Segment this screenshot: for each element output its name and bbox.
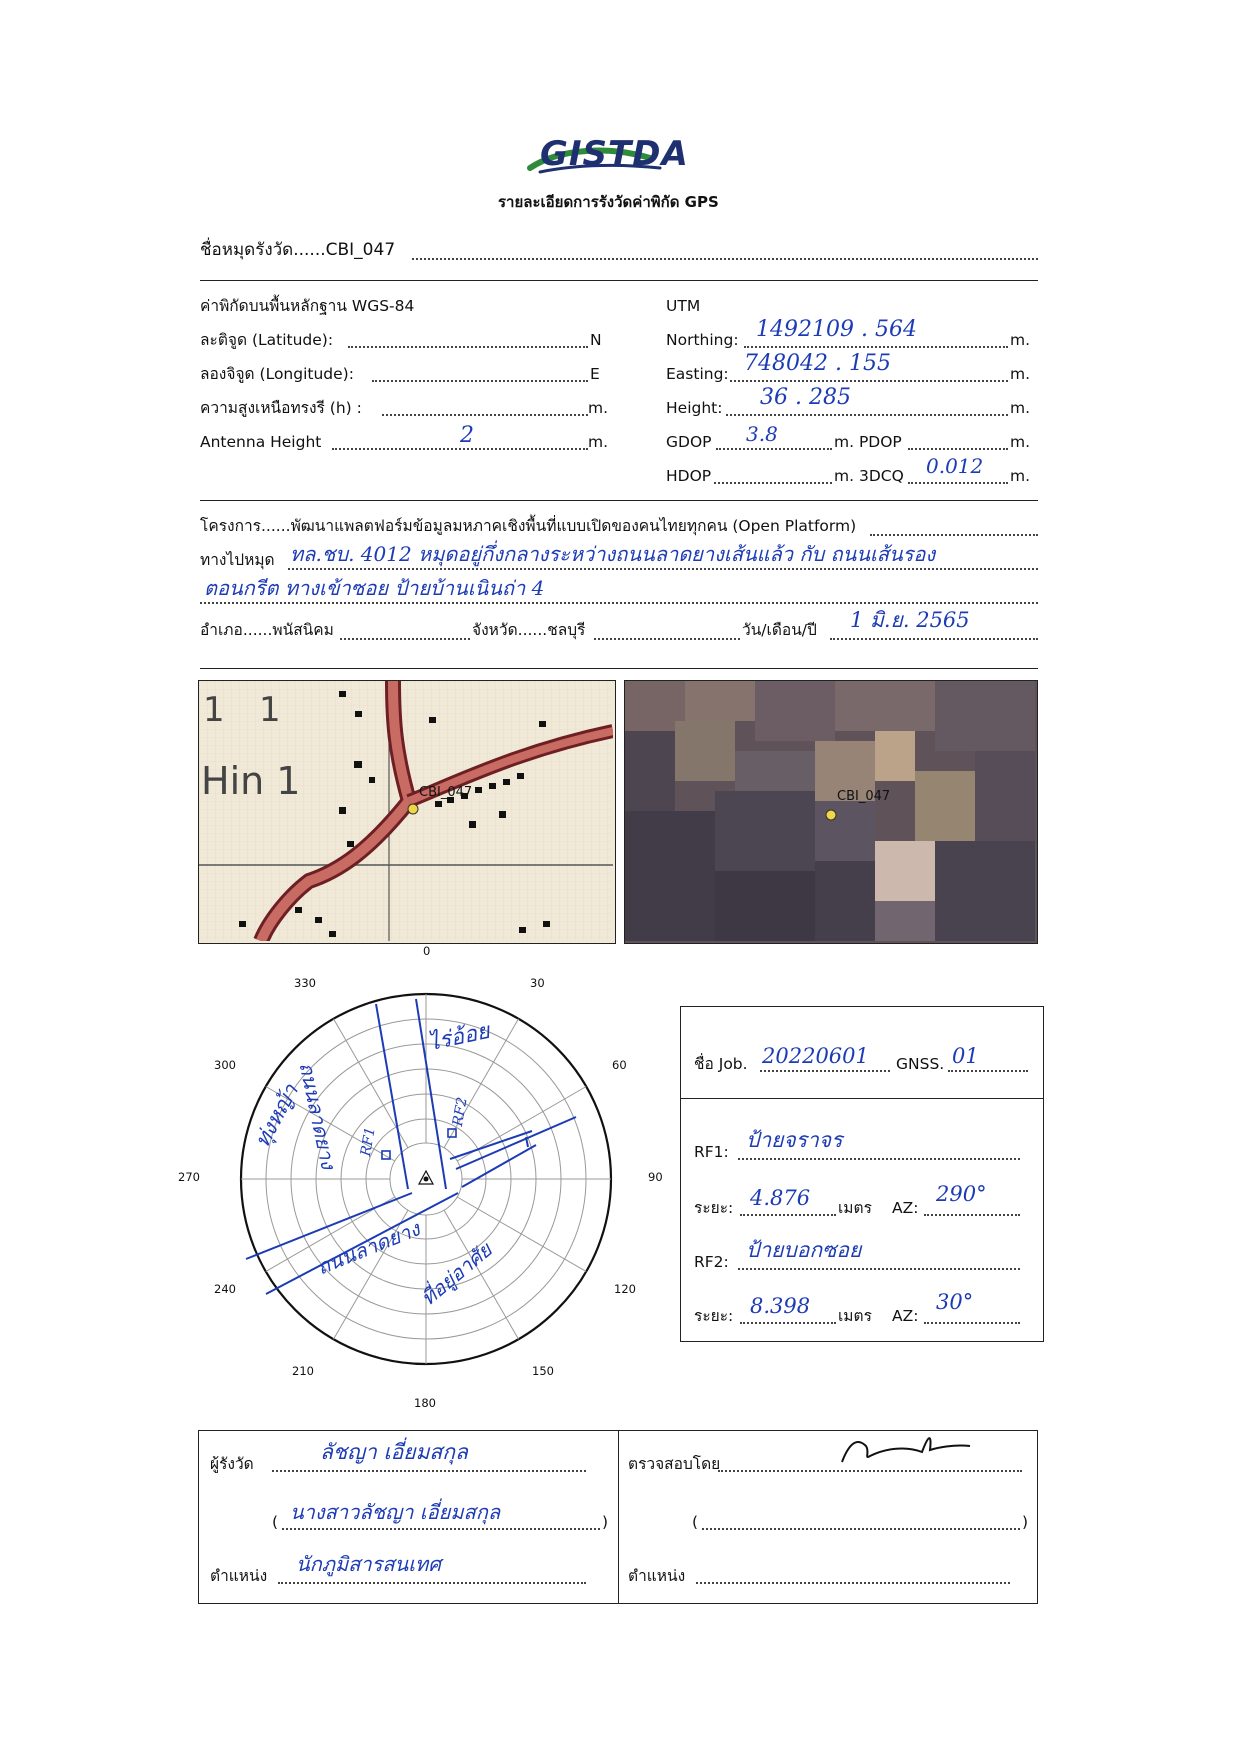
dist2-value: 8.398 [750,1294,811,1318]
deg-300: 300 [214,1058,236,1072]
deg-120: 120 [614,1282,636,1296]
lon-label: ลองจิจูด (Longitude): [200,365,354,383]
deg-270: 270 [178,1170,200,1184]
project-label: โครงการ......พัฒนาแพลตฟอร์มข้อมูลมหภาคเชิงพื้นที่แบบเปิดของคนไทยทุกคน (Open Platform) [200,517,857,535]
northing-value: 1492109 . 564 [756,317,917,342]
gdop-value: 3.8 [746,422,778,446]
project-value: พัฒนาแพลตฟอร์มข้อมูลมหภาคเชิงพื้นที่แบบเปิดของคนไทยทุกคน (Open Platform) [290,517,857,535]
station-value: CBI_047 [325,240,396,260]
date-label: วัน/เดือน/ปี [742,621,817,639]
skyplot-north-road: ถนนลาดยาง [294,1060,341,1172]
wgs84-heading: ค่าพิกัดบนพื้นหลักฐาน WGS-84 [200,297,415,315]
job-box-divider [680,1098,1044,1099]
surveyor-position: นักภูมิสารสนเทศ [296,1552,441,1576]
satellite-graphic [625,681,1035,941]
surveyor-position-label: ตำแหน่ง [210,1567,268,1585]
dcq-value: 0.012 [926,454,984,478]
skyplot-rf1: RF1 [357,1125,379,1158]
station-dots [412,258,1038,260]
date-value: 1 มิ.ย. 2565 [850,608,970,632]
job-label: ชื่อ Job. [694,1055,748,1073]
dist2-label: ระยะ: [694,1307,734,1325]
antenna-height-label: Antenna Height [200,433,322,451]
station-label: ชื่อหมุดรังวัด......CBI_047 [200,240,396,260]
az2-value: 30° [936,1290,974,1314]
province-label: จังหวัด......ชลบุรี [472,621,586,639]
topo-map [198,680,616,944]
svg-text:1: 1 [203,690,225,730]
topo-map-graphic [199,681,613,941]
checker-signature-icon [836,1426,976,1476]
divider-3 [200,668,1038,669]
gnss-label: GNSS. [896,1055,945,1073]
amphoe-value: พนัสนิคม [272,621,334,639]
skyplot-ne-field: ไร่อ้อย [425,1018,493,1057]
divider-1 [200,280,1038,281]
skyplot-se-field: ที่อยู่อาศัย [416,1237,497,1311]
rf1-label: RF1: [694,1143,729,1161]
job-value: 20220601 [762,1044,869,1068]
deg-60: 60 [612,1058,627,1072]
province-value: ชลบุรี [547,621,586,639]
signoff-divider [618,1430,619,1604]
topo-map-point-label: CBI_047 [419,785,473,800]
skyplot-nw-field: ทุ่งหญ้า [250,1080,303,1152]
deg-330: 330 [294,976,316,990]
rf2-label: RF2: [694,1253,729,1271]
checker-label: ตรวจสอบโดย [628,1455,721,1473]
route-label: ทางไปหมุด [200,551,275,569]
surveyor-name: นางสาวลัชญา เอี่ยมสกุล [290,1500,501,1524]
deg-0: 0 [423,944,431,958]
amphoe-label: อำเภอ......พนัสนิคม [200,621,334,639]
skyplot [176,944,676,1424]
height-ellipsoid-label: ความสูงเหนือทรงรี (h) : [200,399,362,417]
page-subtitle: รายละเอียดการรังวัดค่าพิกัด GPS [498,193,719,211]
checker-position-label: ตำแหน่ง [628,1567,686,1585]
surveyor-signature: ลัชญา เอี่ยมสกุล [320,1440,468,1464]
rf2-value: ป้ายบอกซอย [746,1238,862,1262]
satellite-image [624,680,1038,944]
skyplot-rf2: RF2 [449,1095,471,1128]
rf1-value: ป้ายจราจร [746,1128,843,1152]
deg-90: 90 [648,1170,663,1184]
topo-map-text: Hin 1 [201,759,301,803]
utm-heading: UTM [666,297,701,315]
deg-210: 210 [292,1364,314,1378]
dist1-label: ระยะ: [694,1199,734,1217]
deg-30: 30 [530,976,545,990]
easting-value: 748042 . 155 [744,351,891,376]
gdop-label: GDOP [666,433,712,451]
utm-height-label: Height: [666,399,723,417]
deg-150: 150 [532,1364,554,1378]
utm-height-value: 36 . 285 [760,385,851,410]
easting-label: Easting: [666,365,729,383]
route-line-2: ตอนกรีต ทางเข้าซอย ป้ายบ้านเนินถ่า 4 [204,576,545,600]
dist1-value: 4.876 [750,1186,811,1210]
northing-label: Northing: [666,331,739,349]
skyplot-graphic [176,944,676,1424]
deg-240: 240 [214,1282,236,1296]
gnss-value: 01 [952,1044,979,1068]
hdop-label: HDOP [666,467,712,485]
svg-text:1: 1 [259,690,281,730]
logo-text: GISTDA [540,134,689,174]
divider-2 [200,500,1038,501]
satellite-point-label: CBI_047 [837,789,891,804]
surveyor-label: ผู้รังวัด [210,1455,254,1473]
gistda-logo [520,128,700,188]
az1-value: 290° [936,1182,987,1206]
lat-label: ละติจูด (Latitude): [200,331,334,349]
deg-180: 180 [414,1396,436,1410]
skyplot-south-road: ถนนลาดยาง [313,1216,424,1280]
antenna-height-value: 2 [460,423,474,448]
route-line-1: ทล.ชบ. 4012 หมุดอยู่กึ่งกลางระหว่างถนนลาดยางเส้นแล้ว กับ ถนนเส้นรอง [290,542,936,566]
